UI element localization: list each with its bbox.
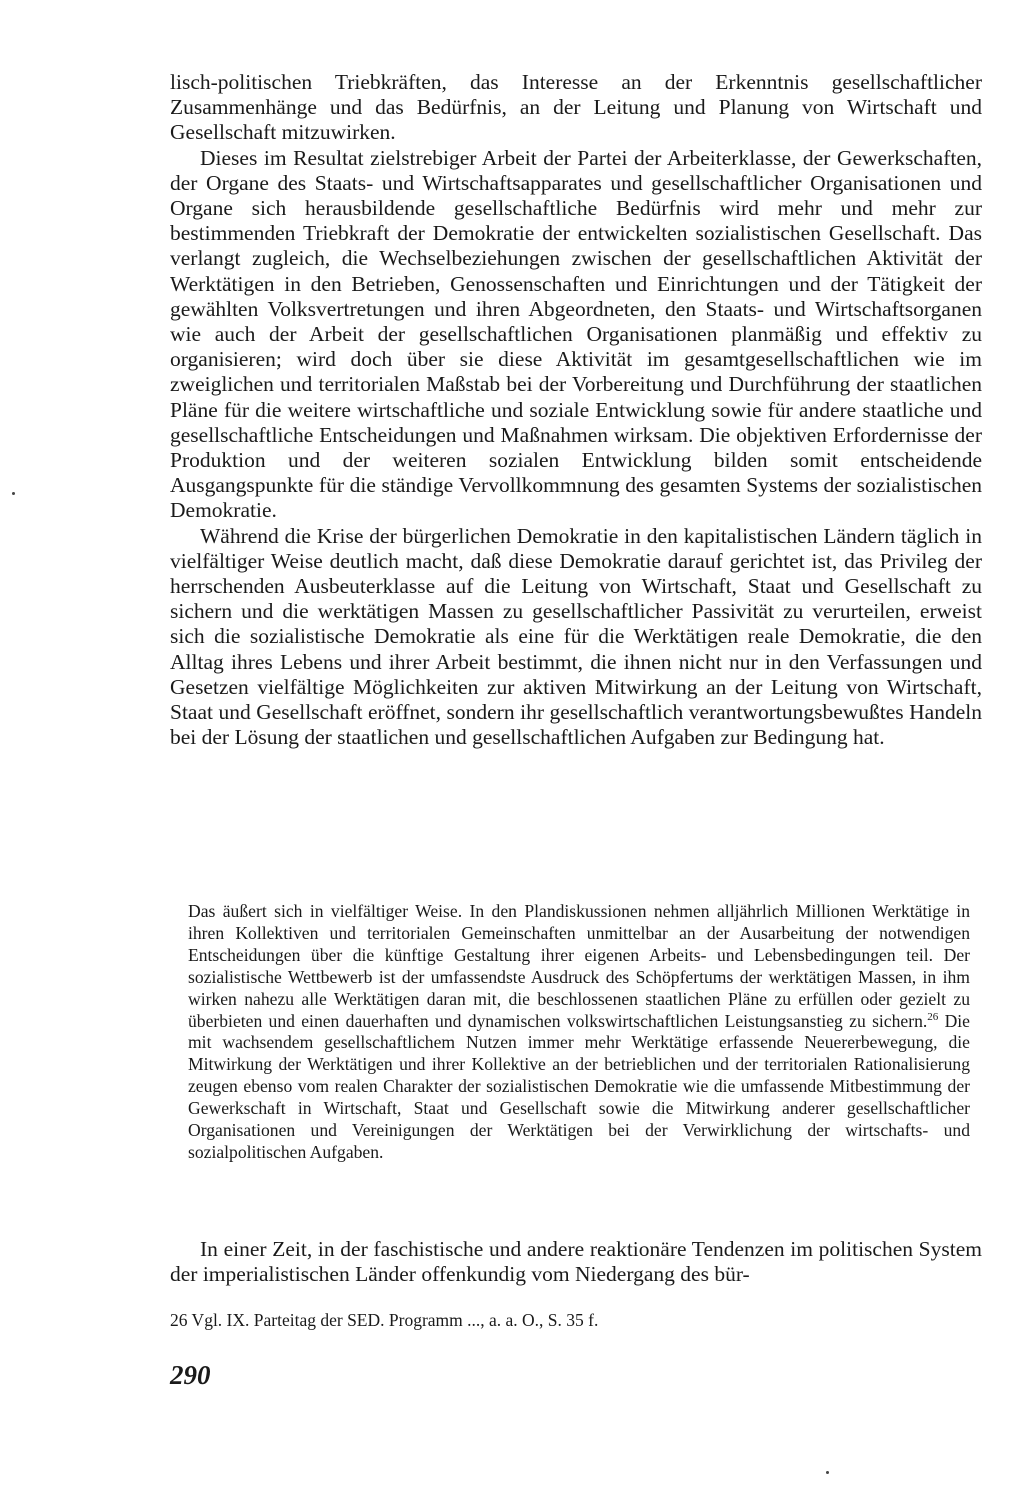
- small-print-paragraph: [188, 901, 970, 1164]
- main-text-block: [170, 70, 982, 750]
- footnote: 26 Vgl. IX. Parteitag der SED. Programm ..., a. a. O., S. 35 f.: [170, 1310, 599, 1330]
- paragraph: Dieses im Resultat zielstrebiger Arbeit der Partei der Arbeiterklasse, der Gewerkschaften, der Organe des Staats- und Wirtschaftsapparates und gesellschaftlicher Organisationen und Organe sich herausbildende gesellschaftliche Bedürfnis wird mehr und mehr zur bestimmenden Triebkraft der Demokratie der entwickelten sozialistischen Gesellschaft. Das verlangt zugleich, die Wechselbeziehungen zwischen der gesellschaftlichen Aktivität der Werktätigen in den Betrieben, Genossenschaften und Einrichtungen und der Tätigkeit der gewählten Volksvertretungen und ihren Abgeordneten, den Staats- und Wirtschaftsorganen wie auch der Arbeit der gesellschaftlichen Organisationen planmäßig und effektiv zu organisieren; wird doch über sie diese Aktivität im gesamtgesellschaftlichen wie im zweiglichen und territorialen Maßstab bei der Vorbereitung und Durchführung der staatlichen Pläne für die weitere wirtschaftliche und soziale Entwicklung sowie für andere staatliche und gesellschaftliche Entscheidungen und Maßnahmen wirksam. Die objektiven Erfordernisse der Produktion und der weiteren sozialen Entwicklung bilden somit entscheidende Ausgangspunkte für die ständige Vervollkommnung des gesamten Systems der sozialistischen Demokratie.: [170, 145, 982, 523]
- page-number: 290: [170, 1360, 211, 1390]
- small-print-block: [188, 901, 970, 1164]
- small-print-text: Das äußert sich in vielfältiger Weise. In den Plandiskussionen nehmen alljährlich Millionen Werktätige in ihren Kollektiven und territorialen Gemeinschaften unmittelbar an der Ausarbeitung der notwendigen Entscheidungen über die künftige Gestaltung ihrer eigenen Arbeits- und Lebensbedingungen teil. Der sozialistische Wettbewerb ist der umfassendste Ausdruck des Schöpfertums der werktätigen Massen, in ihm wirken nahezu alle Werktätigen daran mit, die beschlossenen staatlichen Pläne zu erfüllen oder gezielt zu überbieten und einen dauerhaften und dynamischen volkswirtschaftlichen Leistungsanstieg zu sichern.: [188, 901, 970, 1031]
- scan-speck: [12, 492, 15, 495]
- paragraph: Während die Krise der bürgerlichen Demokratie in den kapitalistischen Ländern täglich in vielfältiger Weise deutlich macht, daß diese Demokratie darauf gerichtet ist, das Privileg der herrschenden Ausbeuterklasse auf die Leitung von Wirtschaft, Staat und Gesellschaft zu sichern und die werktätigen Massen zu gesellschaftlicher Passivität zu verurteilen, erweist sich die sozialistische Demokratie als eine für die Werktätigen reale Demokratie, die den Alltag ihres Lebens und ihrer Arbeit bestimmt, die ihnen nicht nur in den Verfassungen und Gesetzen vielfältige Möglichkeiten zur aktiven Mitwirkung an der Leitung von Wirtschaft, Staat und Gesellschaft eröffnet, sondern ihr gesellschaftlich verantwortungsbewußtes Handeln bei der Lösung der staatlichen und gesellschaftlichen Aufgaben zur Bedingung hat.: [170, 523, 982, 750]
- closing-text-block: [170, 1237, 982, 1287]
- footnote-reference: 26: [927, 1010, 939, 1023]
- small-print-text: Die mit wachsendem gesellschaftlichem Nutzen immer mehr Werktätige erfassende Neuererbewegung, die Mitwirkung der Werktätigen und ihrer Kollektive an der betrieblichen und der territorialen Rationalisierung zeugen ebenso vom realen Charakter der sozialistischen Demokratie wie die umfassende Mitbestimmung der Gewerkschaft in Wirtschaft, Staat und Gesellschaft sowie die Mitwirkung anderer gesellschaftlicher Organisationen und Vereinigungen der Werktätigen bei der Verwirklichung der wirtschafts- und sozialpolitischen Aufgaben.: [188, 1010, 970, 1162]
- paragraph: In einer Zeit, in der faschistische und andere reaktionäre Tendenzen im politischen System der imperialistischen Länder offenkundig vom Niedergang des bür-: [170, 1237, 982, 1287]
- scan-speck: [826, 1471, 829, 1474]
- paragraph: lisch-politischen Triebkräften, das Interesse an der Erkenntnis gesellschaftlicher Zusammenhänge und das Bedürfnis, an der Leitung und Planung von Wirtschaft und Gesellschaft mitzuwirken.: [170, 70, 982, 145]
